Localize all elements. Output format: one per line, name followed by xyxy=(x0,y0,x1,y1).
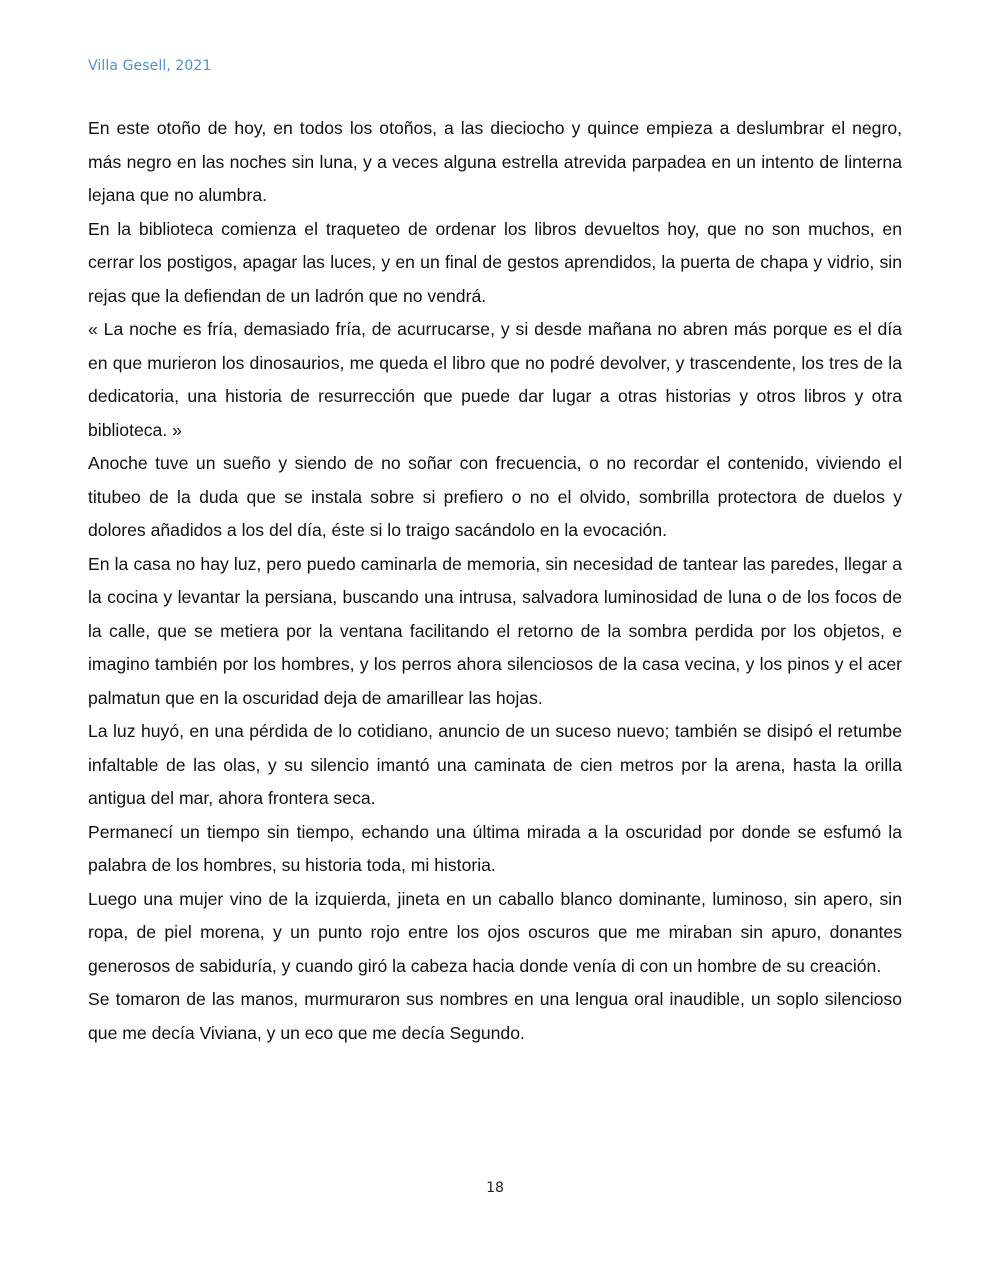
paragraph: En este otoño de hoy, en todos los otoños, a las dieciocho y quince empieza a deslumbrar el negro, más negro en las noches sin luna, y a veces alguna estrella atrevida parpadea en un intento de linterna lejana que no alumbra. xyxy=(88,118,902,205)
paragraph: « La noche es fría, demasiado fría, de acurrucarse, y si desde mañana no abren más porque es el día en que murieron los dinosaurios, me queda el libro que no podré devolver, y trascendente, los tres de la dedicatoria, una historia de resurrección que puede dar lugar a otras historias y otros libros y otra biblioteca. » xyxy=(88,319,902,440)
paragraph: Permanecí un tiempo sin tiempo, echando una última mirada a la oscuridad por donde se esfumó la palabra de los hombres, su historia toda, mi historia. xyxy=(88,821,902,875)
paragraph: Anoche tuve un sueño y siendo de no soñar con frecuencia, o no recordar el contenido, viviendo el titubeo de la duda que se instala sobre si prefiero o no el olvido, sombrilla protectora de duelos y dolores añadidos a los del día, éste si lo traigo sacándolo en la evocación. xyxy=(88,453,902,540)
paragraph: La luz huyó, en una pérdida de lo cotidiano, anuncio de un suceso nuevo; también se disipó el retumbe infaltable de las olas, y su silencio imantó una caminata de cien metros por la arena, hasta la orilla antigua del mar, ahora frontera seca. xyxy=(88,721,902,808)
page-number: 18 xyxy=(486,1180,504,1196)
paragraph: En la casa no hay luz, pero puedo caminarla de memoria, sin necesidad de tantear las paredes, llegar a la cocina y levantar la persiana, buscando una intrusa, salvadora luminosidad de luna o de los focos de la calle, que se metiera por la ventana facilitando el retorno de la sombra perdida por los objetos, e imagino también por los hombres, y los perros ahora silenciosos de la casa vecina, y los pinos y el acer palmatun que en la oscuridad deja de amarillear las hojas. xyxy=(88,553,902,708)
paragraph: Se tomaron de las manos, murmuraron sus nombres en una lengua oral inaudible, un soplo silencioso que me decía Viviana, y un eco que me decía Segundo. xyxy=(88,989,902,1043)
paragraph: Luego una mujer vino de la izquierda, jineta en un caballo blanco dominante, luminoso, sin apero, sin ropa, de piel morena, y un punto rojo entre los ojos oscuros que me miraban sin apuro, donantes generosos de sabiduría, y cuando giró la cabeza hacia donde venía di con un hombre de su creación. xyxy=(88,888,902,976)
body-text xyxy=(88,112,902,1050)
page-header: Villa Gesell, 2021 xyxy=(88,58,212,74)
paragraph: En la biblioteca comienza el traqueteo de ordenar los libros devueltos hoy, que no son muchos, en cerrar los postigos, apagar las luces, y en un final de gestos aprendidos, la puerta de chapa y vidrio, sin rejas que la defiendan de un ladrón que no vendrá. xyxy=(88,218,902,306)
